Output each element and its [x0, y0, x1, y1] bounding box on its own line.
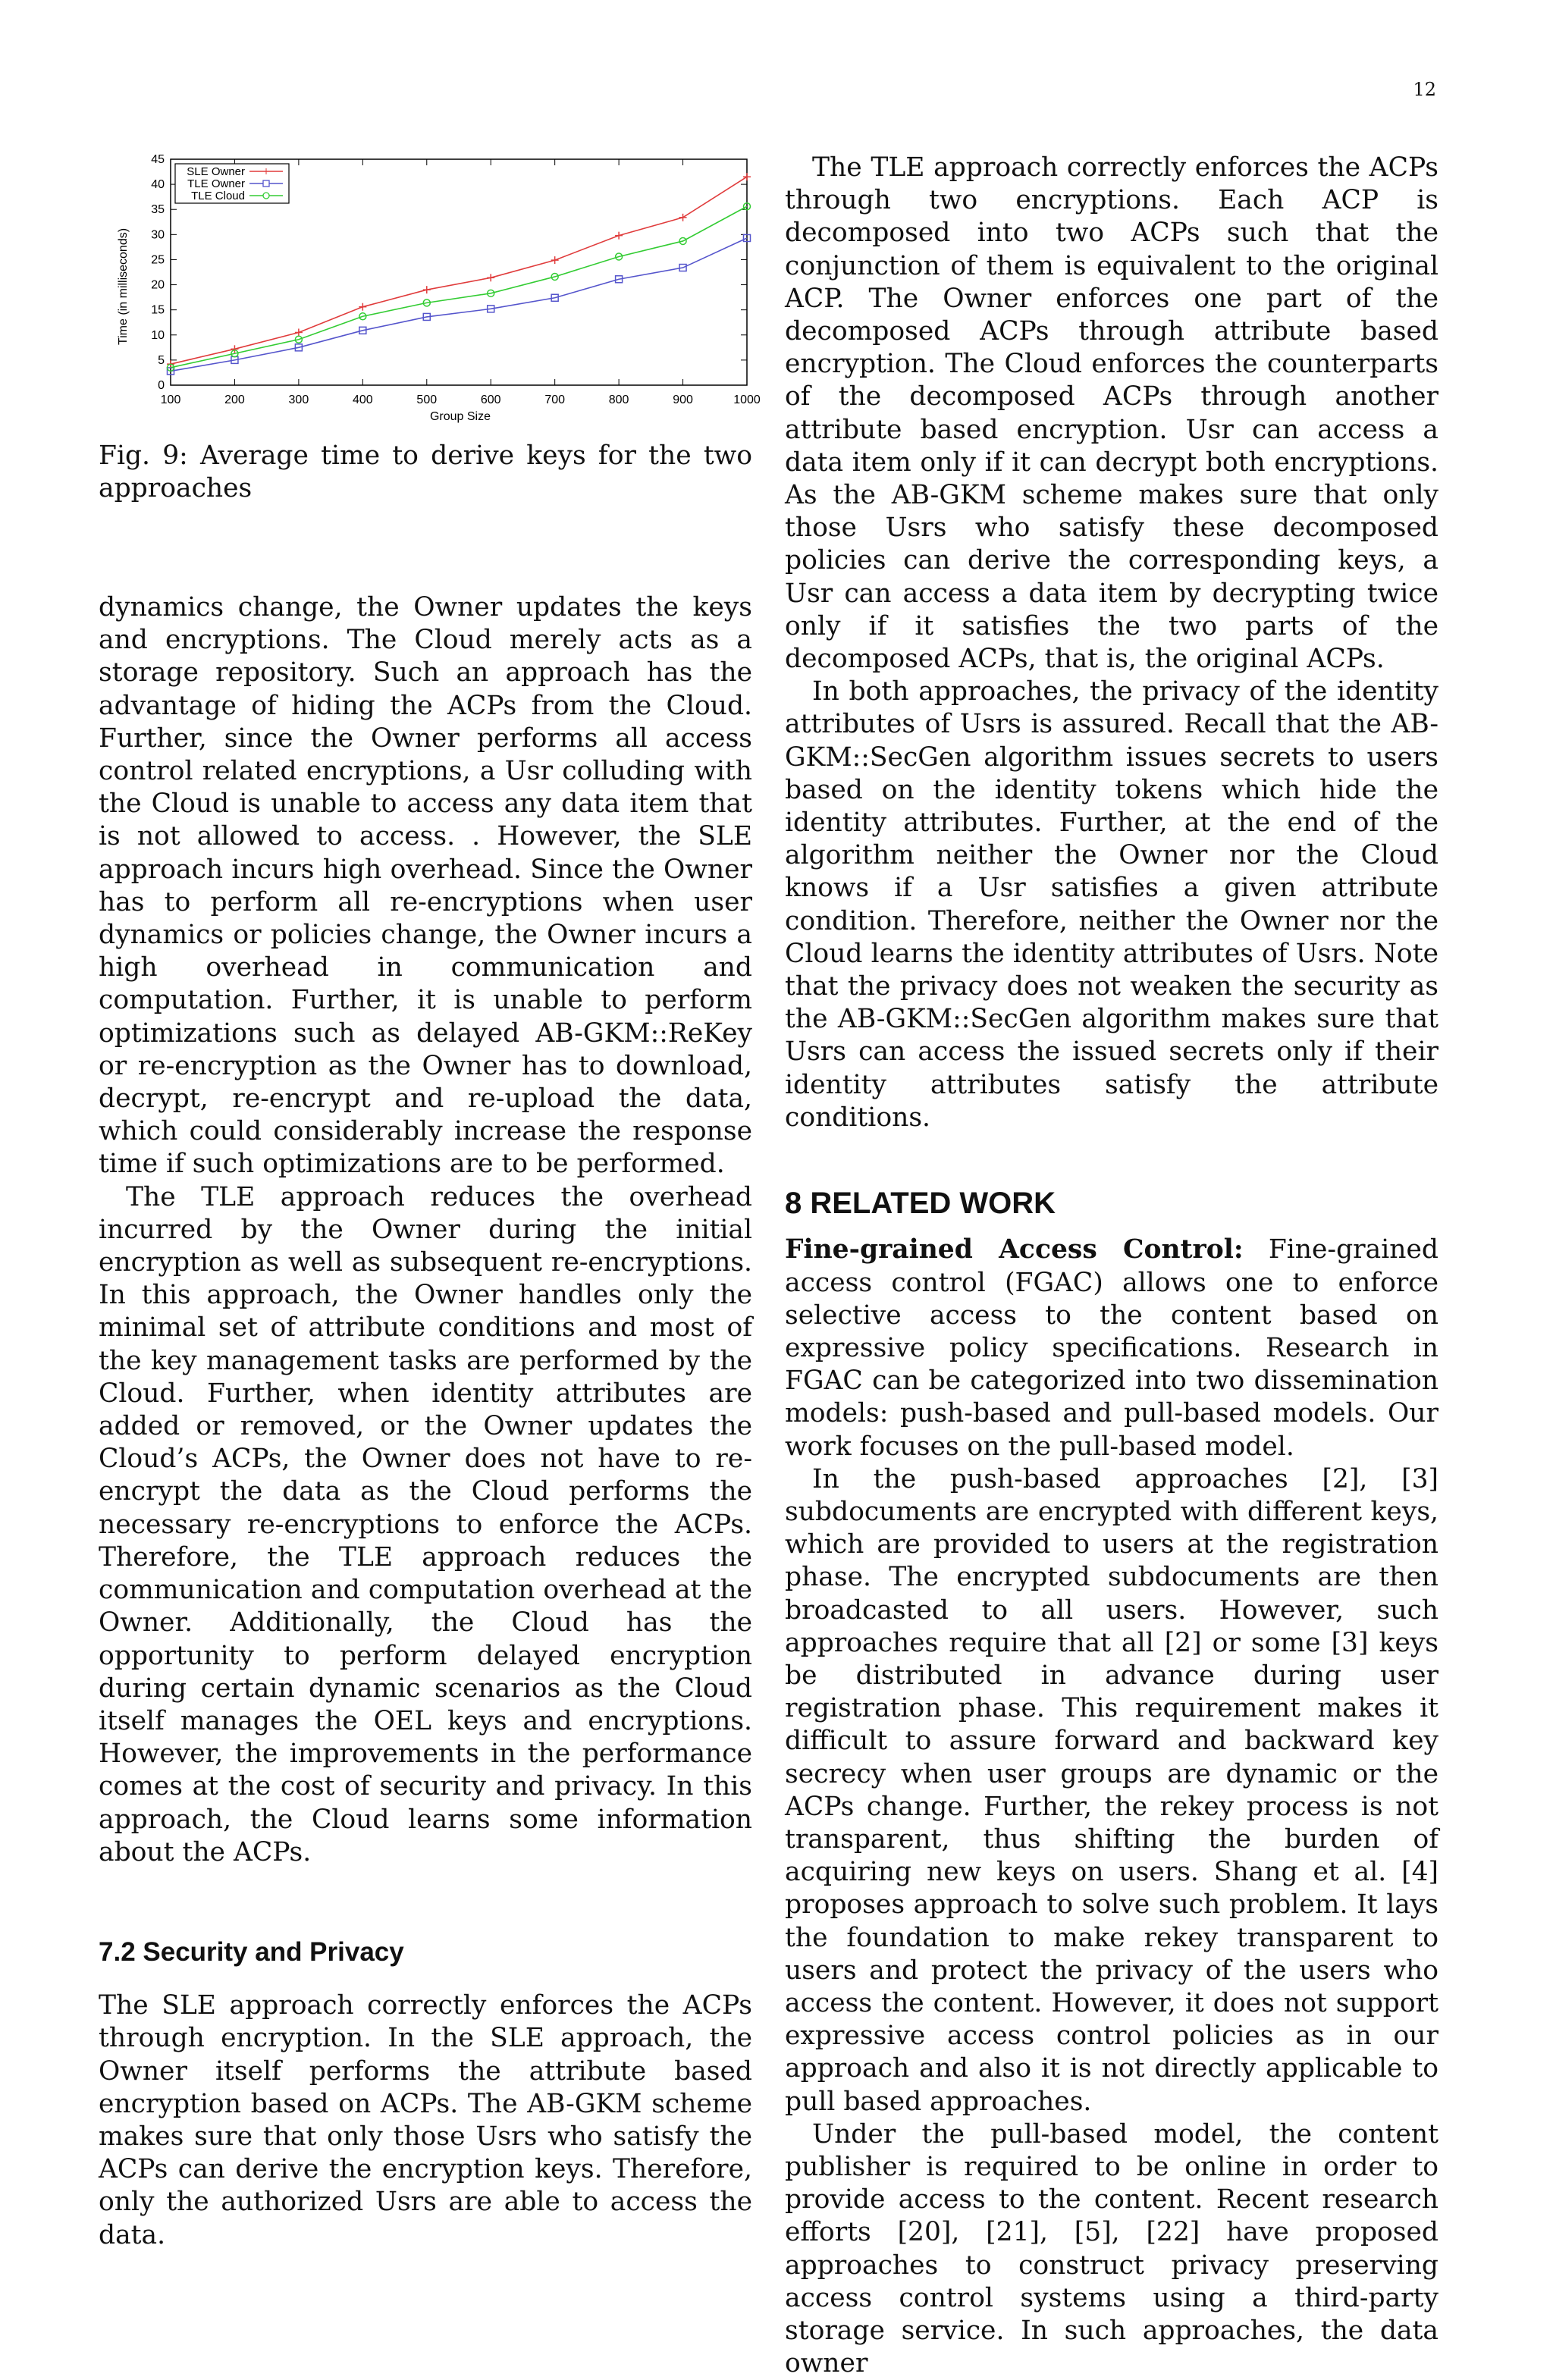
- data-point: [487, 274, 494, 281]
- section-heading: 8 RELATED WORK: [785, 1187, 1056, 1221]
- page-number: 12: [1413, 79, 1436, 100]
- legend-marker: [263, 180, 269, 187]
- y-tick-label: 0: [158, 379, 165, 392]
- right-column: [785, 152, 1438, 2380]
- paragraph: [785, 1234, 1438, 1463]
- y-tick-label: 40: [151, 178, 165, 192]
- paragraph-lead: Fine-grained Access Control:: [785, 1234, 1244, 1265]
- paragraph: Under the pull-based model, the content publisher is required to be online in order to provide access to the content. Recent research efforts [20], [21], [5], [22] have proposed approaches to construct privacy preserving access control systems using a third-party storage service. In such approaches, the data owner: [785, 2118, 1438, 2379]
- subsection-heading: 7.2 Security and Privacy: [99, 1936, 404, 1967]
- y-tick-label: 5: [158, 353, 165, 367]
- y-tick-label: 35: [151, 203, 165, 217]
- y-tick-label: 30: [151, 228, 165, 242]
- y-tick-label: 15: [151, 303, 165, 317]
- left-column: [99, 591, 752, 2252]
- paragraph: The TLE approach reduces the overhead incurred by the Owner during the initial encryption as well as subsequent re-encryptions. In this approach, the Owner handles only the minimal set of attribute conditions and most of the key management tasks are performed by the Cloud. Further, when identity attributes are added or removed, or the Owner updates the Cloud’s ACPs, the Owner does not have to re-encrypt the data as the Cloud performs the necessary re-encryptions to enforce the ACPs. Therefore, the TLE approach reduces the communication and computation overhead at the Owner. Additionally, the Cloud has the opportunity to perform delayed encryption during certain dynamic scenarios as the Cloud itself manages the OEL keys and encryptions. However, the improvements in the performance comes at the cost of security and privacy. In this approach, the Cloud learns some information about the ACPs.: [99, 1181, 752, 1867]
- x-axis-label: Group Size: [429, 410, 491, 423]
- x-tick-label: 900: [673, 394, 693, 406]
- x-tick-label: 500: [416, 394, 438, 406]
- x-tick-label: 700: [544, 394, 566, 406]
- y-tick-label: 25: [151, 253, 165, 267]
- x-tick-label: 800: [608, 394, 629, 406]
- data-point: [551, 256, 559, 264]
- series-line-sle-owner: [171, 177, 747, 364]
- paragraph: The TLE approach correctly enforces the ACPs through two encryptions. Each ACP is decomposed into two ACPs such that the conjunction of them is equivalent to the original ACP. The Owner enforces one part of the decomposed ACPs through attribute based encryption. The Cloud enforces the counterparts of the decomposed ACPs through another attribute based encryption. Usr can access a data item only if it can decrypt both encryptions. As the AB-GKM scheme makes sure that only those Usrs who satisfy these decomposed policies can derive the corresponding keys, a Usr can access a data item by decrypting twice only if it satisfies the two parts of the decomposed ACPs, that is, the original ACPs.: [785, 152, 1438, 675]
- y-tick-label: 10: [151, 328, 165, 342]
- legend-label: SLE Owner: [187, 165, 245, 178]
- x-tick-label: 600: [480, 394, 501, 406]
- line-chart: [110, 150, 762, 431]
- data-point: [615, 232, 623, 240]
- legend-label: TLE Cloud: [191, 190, 245, 202]
- paragraph: In the push-based approaches [2], [3] subdocuments are encrypted with different keys, which are provided to users at the registration phase. The encrypted subdocuments are then broadcasted to all users. However, such approaches require that all [2] or some [3] keys be distributed in advance during user registration phase. This requirement makes it difficult to assure forward and backward key secrecy when user groups are dynamic or the ACPs change. Further, the rekey process is not transparent, thus shifting the burden of acquiring new keys on users. Shang et al. [4] proposes approach to solve such problem. It lays the foundation to make rekey transparent to users and protect the privacy of the users who access the content. However, it does not support expressive access control policies as in our approach and also it is not directly applicable to pull based approaches.: [785, 1463, 1438, 2117]
- y-tick-label: 45: [151, 153, 165, 166]
- data-point: [423, 286, 431, 293]
- data-point: [679, 214, 687, 221]
- data-point: [743, 173, 751, 180]
- series-line-tle-owner: [171, 238, 747, 371]
- legend-marker: [263, 193, 269, 199]
- x-tick-label: 1000: [733, 394, 761, 406]
- data-point: [295, 328, 303, 336]
- paragraph: The SLE approach correctly enforces the ACPs through encryption. In the SLE approach, the Owner itself performs the attribute based encryption based on ACPs. The AB-GKM scheme makes sure that only those Usrs who satisfy the ACPs can derive the encryption keys. Therefore, only the authorized Usrs are able to access the data.: [99, 1990, 752, 2250]
- paragraph: dynamics change, the Owner updates the keys and encryptions. The Cloud merely acts as a storage repository. Such an approach has the advantage of hiding the ACPs from the Cloud. Further, since the Owner performs all access control related encryptions, a Usr colluding with the Cloud is unable to access any data item that is not allowed to access. . However, the SLE approach incurs high overhead. Since the Owner has to perform all re-encryptions when user dynamics or policies change, the Owner incurs a high overhead in communication and computation. Further, it is unable to perform optimizations such as delayed AB-GKM::ReKey or re-encryption as the Owner has to download, decrypt, re-encrypt and re-upload the data, which could considerably increase the response time if such optimizations are to be performed.: [99, 592, 752, 1180]
- x-tick-label: 400: [352, 394, 373, 406]
- x-tick-label: 200: [224, 394, 245, 406]
- x-tick-label: 100: [160, 394, 181, 406]
- y-axis-label: Time (in milliseconds): [117, 227, 130, 346]
- data-point: [359, 303, 366, 311]
- figure-caption: Fig. 9: Average time to derive keys for the two approaches: [99, 441, 752, 504]
- paragraph-body: Fine-grained access control (FGAC) allows one to enforce selective access to the content based on expressive policy specifications. Research in FGAC can be categorized into two dissemination models: push-based and pull-based models. Our work focuses on the pull-based model.: [785, 1234, 1438, 1462]
- paragraph: In both approaches, the privacy of the identity attributes of Usrs is assured. Recall that the AB-GKM::SecGen algorithm issues secrets to users based on the identity tokens which hide the identity attributes. Further, at the end of the algorithm neither the Owner nor the Cloud knows if a Usr satisfies a given attribute condition. Therefore, neither the Owner nor the Cloud learns the identity attributes of Usrs. Note that the privacy does not weaken the security as the AB-GKM::SecGen algorithm makes sure that Usrs can access the issued secrets only if their identity attributes satisfy the attribute conditions.: [785, 676, 1438, 1133]
- y-tick-label: 20: [151, 278, 165, 292]
- x-tick-label: 300: [288, 394, 309, 406]
- legend-label: TLE Owner: [187, 177, 245, 190]
